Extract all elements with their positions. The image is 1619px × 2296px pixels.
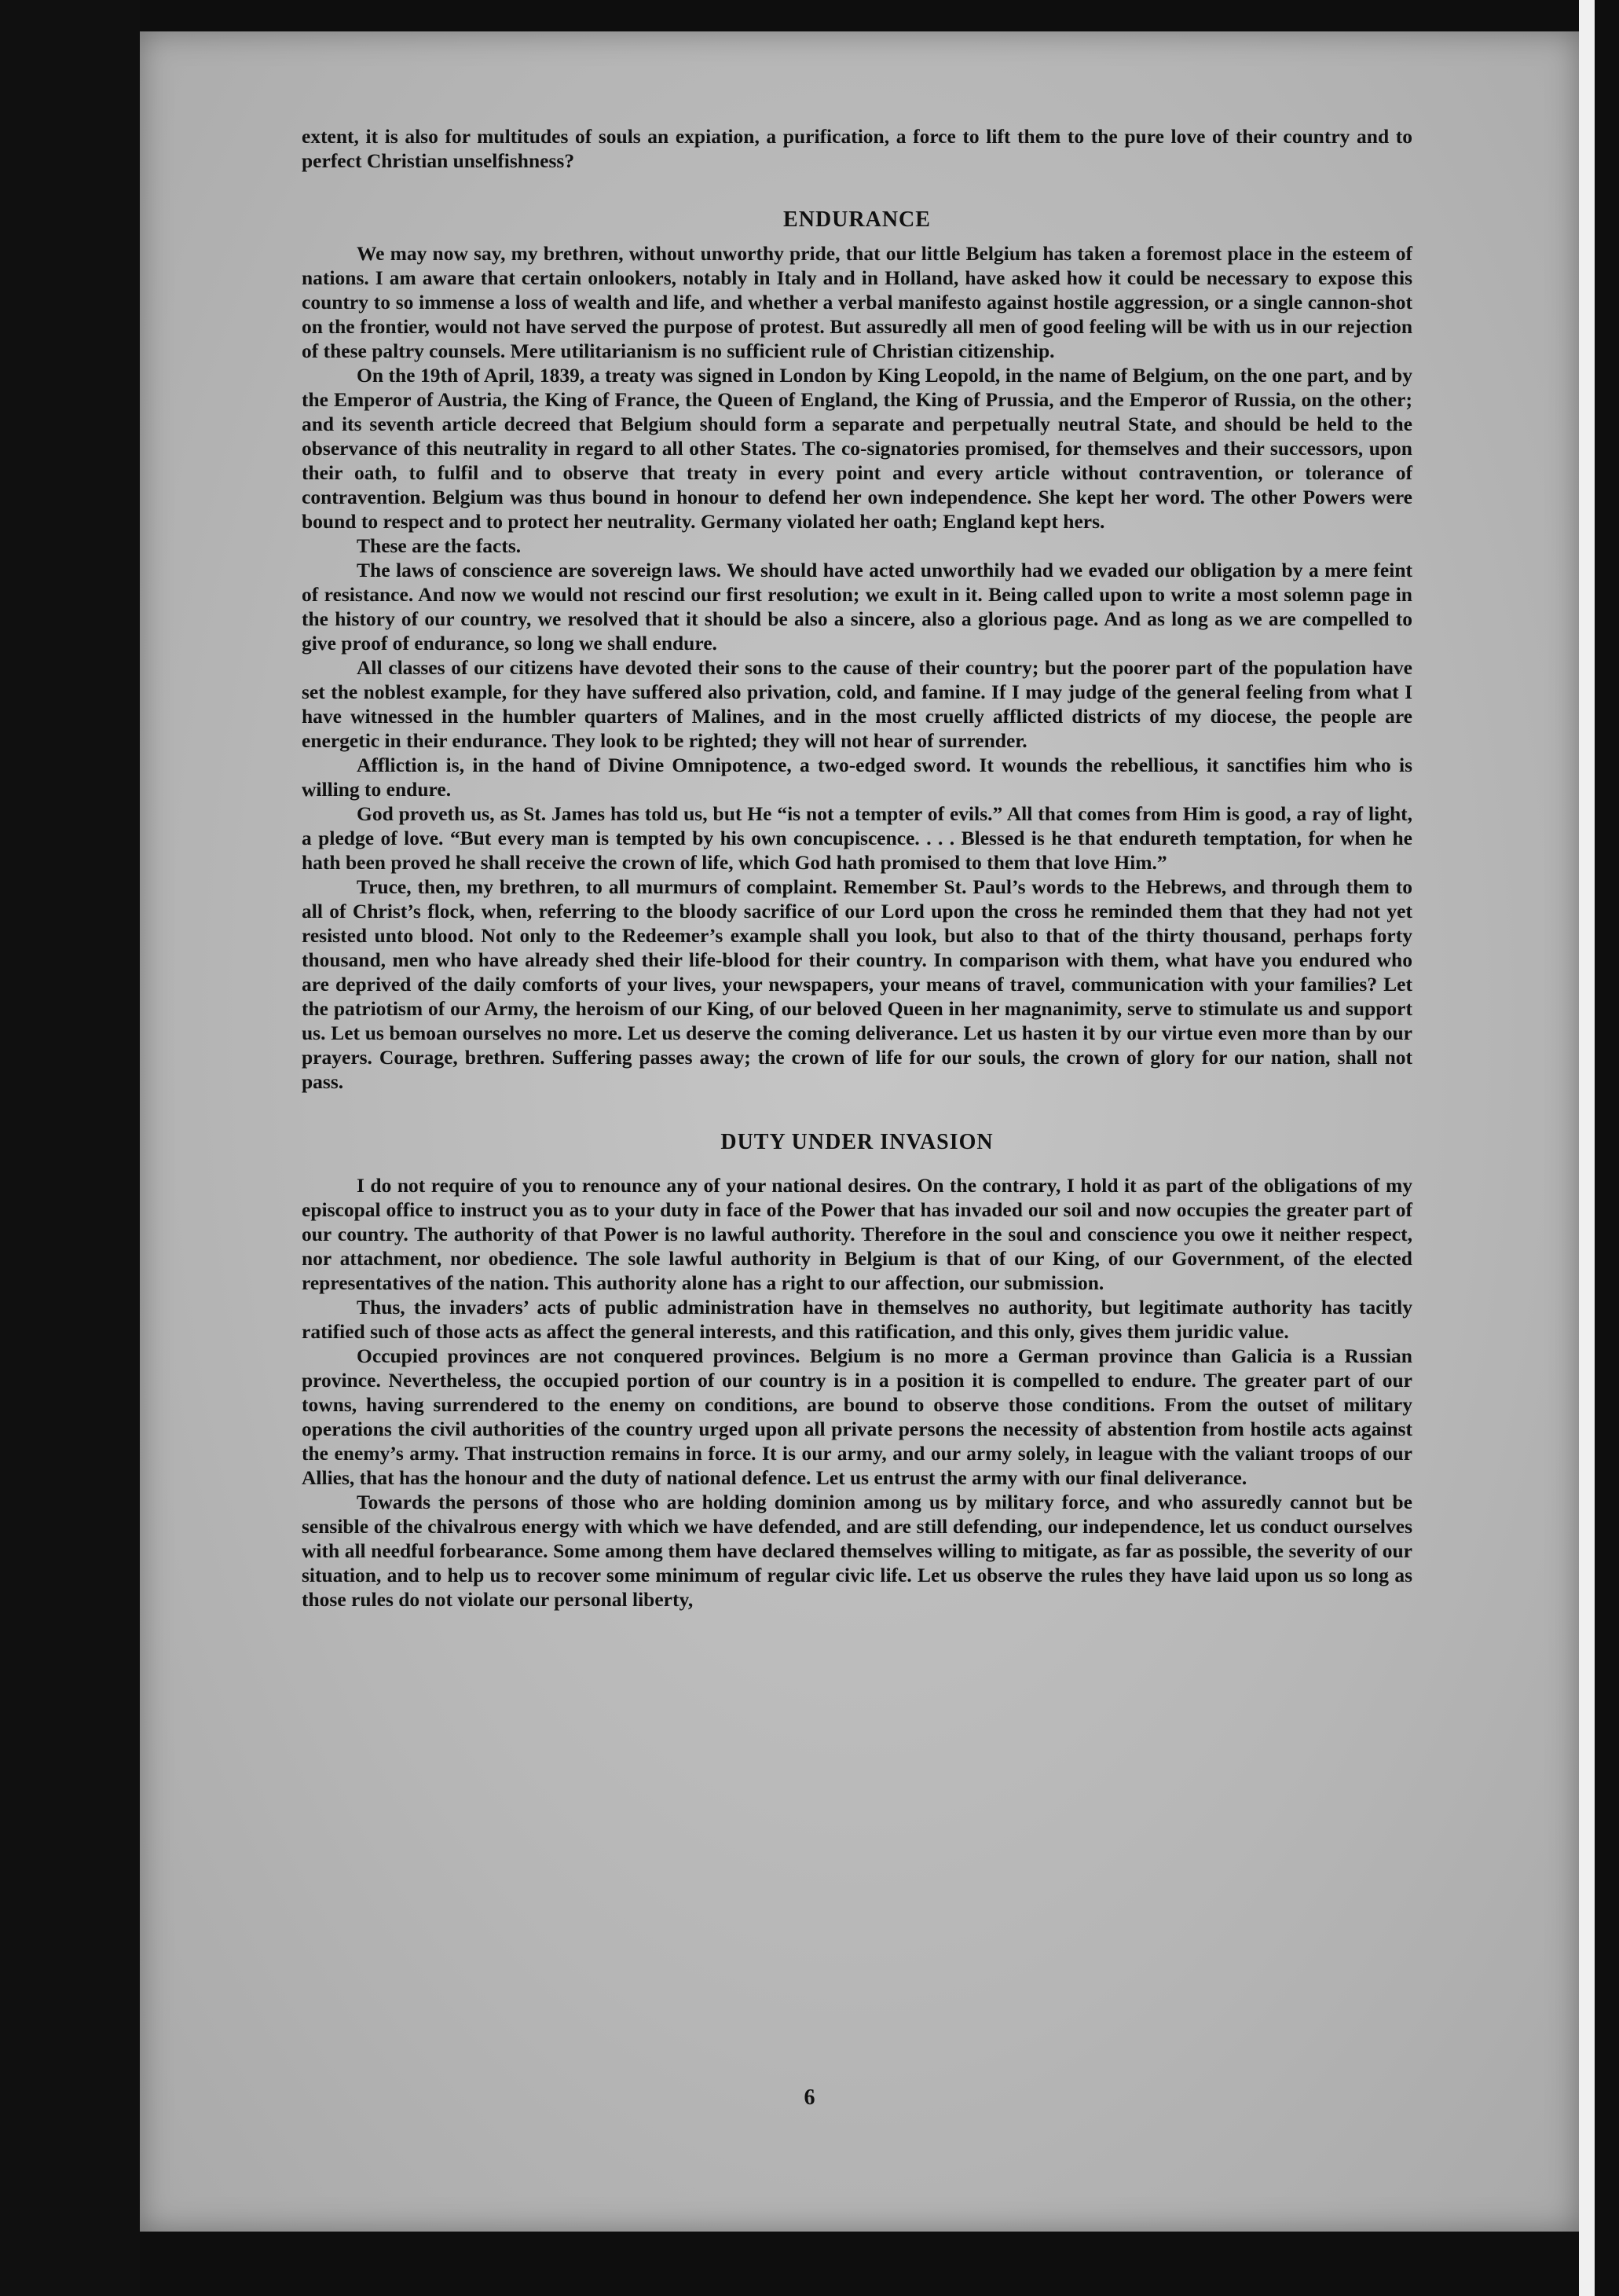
opening-paragraph: extent, it is also for multitudes of souls an expiation, a purification, a force to lift them to the pure love of their country and to perfect Christian unselfishness? [302, 125, 1412, 172]
page-text [302, 124, 1412, 1612]
scan-right-edge [1579, 0, 1595, 2296]
paragraph: God proveth us, as St. James has told us, but He “is not a tempter of evils.” All that comes from Him is good, a ray of light, a pledge of love. “But every man is tempted by his own concupiscence. . . . Blessed is he that endureth temptation, for when he hath been proved he shall receive the crown of life, which God hath promised to them that love Him.” [302, 802, 1412, 874]
paragraph: On the 19th of April, 1839, a treaty was signed in London by King Leopold, in the name of Belgium, on the one part, and by the Emperor of Austria, the King of France, the Queen of England, the King of Prussia, and the Emperor of Russia, on the other; and its seventh article decreed that Belgium should form a separate and perpetually neutral State, and should be held to the observance of this neutrality in regard to all other States. The co-signatories promised, for themselves and their successors, upon their oath, to fulfil and to observe that treaty in every point and every article without contravention, or tolerance of contravention. Belgium was thus bound in honour to defend her own independence. She kept her word. The other Powers were bound to respect and to protect her neutrality. Germany violated her oath; England kept hers. [302, 364, 1412, 533]
section-heading-duty-under-invasion: DUTY UNDER INVASION [720, 1130, 994, 1154]
section-heading-endurance: ENDURANCE [783, 207, 931, 232]
paragraph: Affliction is, in the hand of Divine Omnipotence, a two-edged sword. It wounds the rebellious, it sanctifies him who is willing to endure. [302, 754, 1412, 801]
paragraph: Thus, the invaders’ acts of public administration have in themselves no authority, but legitimate authority has tacitly ratified such of those acts as affect the general interests, and this ratification, and this only, gives them juridic value. [302, 1296, 1412, 1343]
paragraph: These are the facts. [357, 534, 522, 557]
paragraph: Towards the persons of those who are holding dominion among us by military force, and who assuredly cannot but be sensible of the chivalrous energy with which we have defended, and are still defending, our independence, let us conduct ourselves with all needful forbearance. Some among them have declared themselves willing to mitigate, as far as possible, the severity of our situation, and to help us to recover some minimum of regular civic life. Let us observe the rules they have laid upon us so long as those rules do not violate our personal liberty, [302, 1491, 1412, 1611]
paragraph: I do not require of you to renounce any of your national desires. On the contrary, I hold it as part of the obligations of my episcopal office to instruct you as to your duty in face of the Power that has invaded our soil and now occupies the greater part of our country. The authority of that Power is no lawful authority. Therefore in the soul and conscience you owe it neither respect, nor attachment, nor obedience. The sole lawful authority in Belgium is that of our King, of our Government, of the elected representatives of the nation. This authority alone has a right to our affection, our submission. [302, 1174, 1412, 1294]
paragraph: Occupied provinces are not conquered provinces. Belgium is no more a German province than Galicia is a Russian province. Nevertheless, the occupied portion of our country is in a position it is compelled to endure. The greater part of our towns, having surrendered to the enemy on conditions, are bound to observe those conditions. From the outset of military operations the civil authorities of the country urged upon all private persons the necessity of abstention from hostile acts against the enemy’s army. That instruction remains in force. It is our army, and our army solely, in league with the valiant troops of our Allies, that has the honour and the duty of national defence. Let us entrust the army with our final deliverance. [302, 1344, 1412, 1489]
scan-left-margin [0, 0, 140, 2296]
paragraph: Truce, then, my brethren, to all murmurs of complaint. Remember St. Paul’s words to the Hebrews, and through them to all of Christ’s flock, when, referring to the bloody sacrifice of our Lord upon the cross he reminded them that they had not yet resisted unto blood. Not only to the Redeemer’s example shall you look, but also to that of the thirty thousand, perhaps forty thousand, men who have already shed their life-blood for their country. In comparison with them, what have you endured who are deprived of the daily comforts of your lives, your newspapers, your means of travel, communication with your families? Let the patriotism of our Army, the heroism of our King, of our beloved Queen in her magnanimity, serve to stimulate us and support us. Let us bemoan ourselves no more. Let us deserve the coming deliverance. Let us hasten it by our virtue even more than by our prayers. Courage, brethren. Suffering passes away; the crown of life for our souls, the crown of glory for our nation, shall not pass. [302, 875, 1412, 1093]
paragraph: We may now say, my brethren, without unworthy pride, that our little Belgium has taken a foremost place in the esteem of nations. I am aware that certain onlookers, notably in Italy and in Holland, have asked how it could be necessary to expose this country to so immense a loss of wealth and life, and whether a verbal manifesto against hostile aggression, or a single cannon-shot on the frontier, would not have served the purpose of protest. But assuredly all men of good feeling will be with us in our rejection of these paltry counsels. Mere utilitarianism is no sufficient rule of Christian citizenship. [302, 242, 1412, 362]
paragraph: All classes of our citizens have devoted their sons to the cause of their country; but the poorer part of the population have set the noblest example, for they have suffered also privation, cold, and famine. If I may judge of the general feeling from what I have witnessed in the humbler quarters of Malines, and in the most cruelly afflicted districts of my diocese, the people are energetic in their endurance. They look to be righted; they will not hear of surrender. [302, 656, 1412, 752]
page-number: 6 [804, 2085, 815, 2110]
paragraph: The laws of conscience are sovereign laws. We should have acted unworthily had we evaded our obligation by a mere feint of resistance. And now we would not rescind our first resolution; we exult in it. Being called upon to write a most solemn page in the history of our country, we resolved that it should be also a sincere, also a glorious page. And as long as we are compelled to give proof of endurance, so long we shall endure. [302, 559, 1412, 655]
